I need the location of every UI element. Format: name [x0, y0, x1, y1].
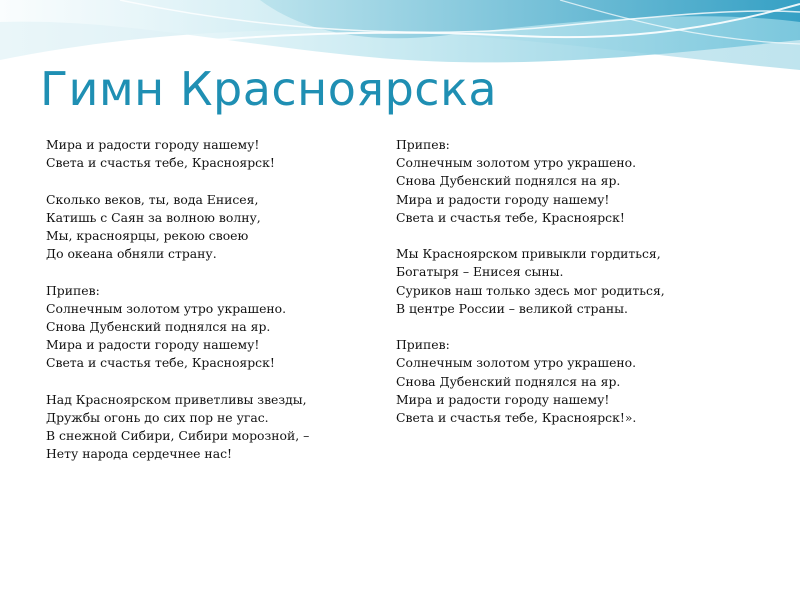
lyric-line: Мы, красноярцы, рекою своею	[46, 228, 249, 243]
chorus-label: Припев:	[396, 337, 450, 353]
lyric-line: Солнечным золотом утро украшено.	[46, 300, 287, 316]
slide-title: Гимн Красноярска	[40, 62, 498, 116]
lyric-line: Дружбы огонь до сих пор не угас.	[46, 410, 269, 425]
lyric-line: Мира и радости городу нашему!	[396, 391, 610, 407]
verse-3	[46, 391, 396, 464]
lyric-line: Мира и радости городу нашему!	[46, 337, 260, 353]
lyric-line: Суриков наш только здесь мог родиться,	[396, 282, 665, 298]
lyrics-right-column	[396, 136, 746, 445]
lyric-line: Мира и радости городу нашему!	[46, 137, 260, 152]
chorus-label: Припев:	[396, 137, 450, 152]
lyric-line: Сколько веков, ты, вода Енисея,	[46, 191, 259, 207]
verse-4	[396, 245, 746, 318]
chorus-2	[396, 136, 746, 227]
lyric-line: Над Красноярском приветливы звезды,	[46, 391, 307, 407]
verse-1	[46, 136, 396, 172]
chorus-1	[46, 282, 396, 373]
verse-2	[46, 191, 396, 264]
lyric-line: Катишь с Саян за волною волну,	[46, 209, 261, 225]
lyric-line: В снежной Сибири, Сибири морозной, –	[46, 428, 310, 444]
lyric-line: Мира и радости городу нашему!	[396, 191, 610, 207]
lyric-line: До океана обняли страну.	[46, 246, 217, 262]
lyric-line: Света и счастья тебе, Красноярск!	[46, 355, 275, 371]
lyric-line: Света и счастья тебе, Красноярск!».	[396, 410, 637, 426]
lyric-line: Богатыря – Енисея сыны.	[396, 264, 564, 280]
lyric-line: Нету народа сердечнее нас!	[46, 446, 232, 462]
lyric-line: Снова Дубенский поднялся на яр.	[396, 373, 621, 389]
chorus-label: Припев:	[46, 282, 100, 298]
lyric-line: В центре России – великой страны.	[396, 300, 628, 316]
lyrics-left-column	[46, 136, 396, 482]
lyric-line: Солнечным золотом утро украшено.	[396, 155, 637, 171]
chorus-3	[396, 336, 746, 427]
lyric-line: Света и счастья тебе, Красноярск!	[396, 209, 625, 225]
lyric-line: Света и счастья тебе, Красноярск!	[46, 155, 275, 171]
lyric-line: Мы Красноярском привыкли гордиться,	[396, 246, 661, 262]
lyric-line: Снова Дубенский поднялся на яр.	[396, 173, 621, 189]
lyric-line: Солнечным золотом утро украшено.	[396, 355, 637, 371]
lyric-line: Снова Дубенский поднялся на яр.	[46, 319, 271, 334]
